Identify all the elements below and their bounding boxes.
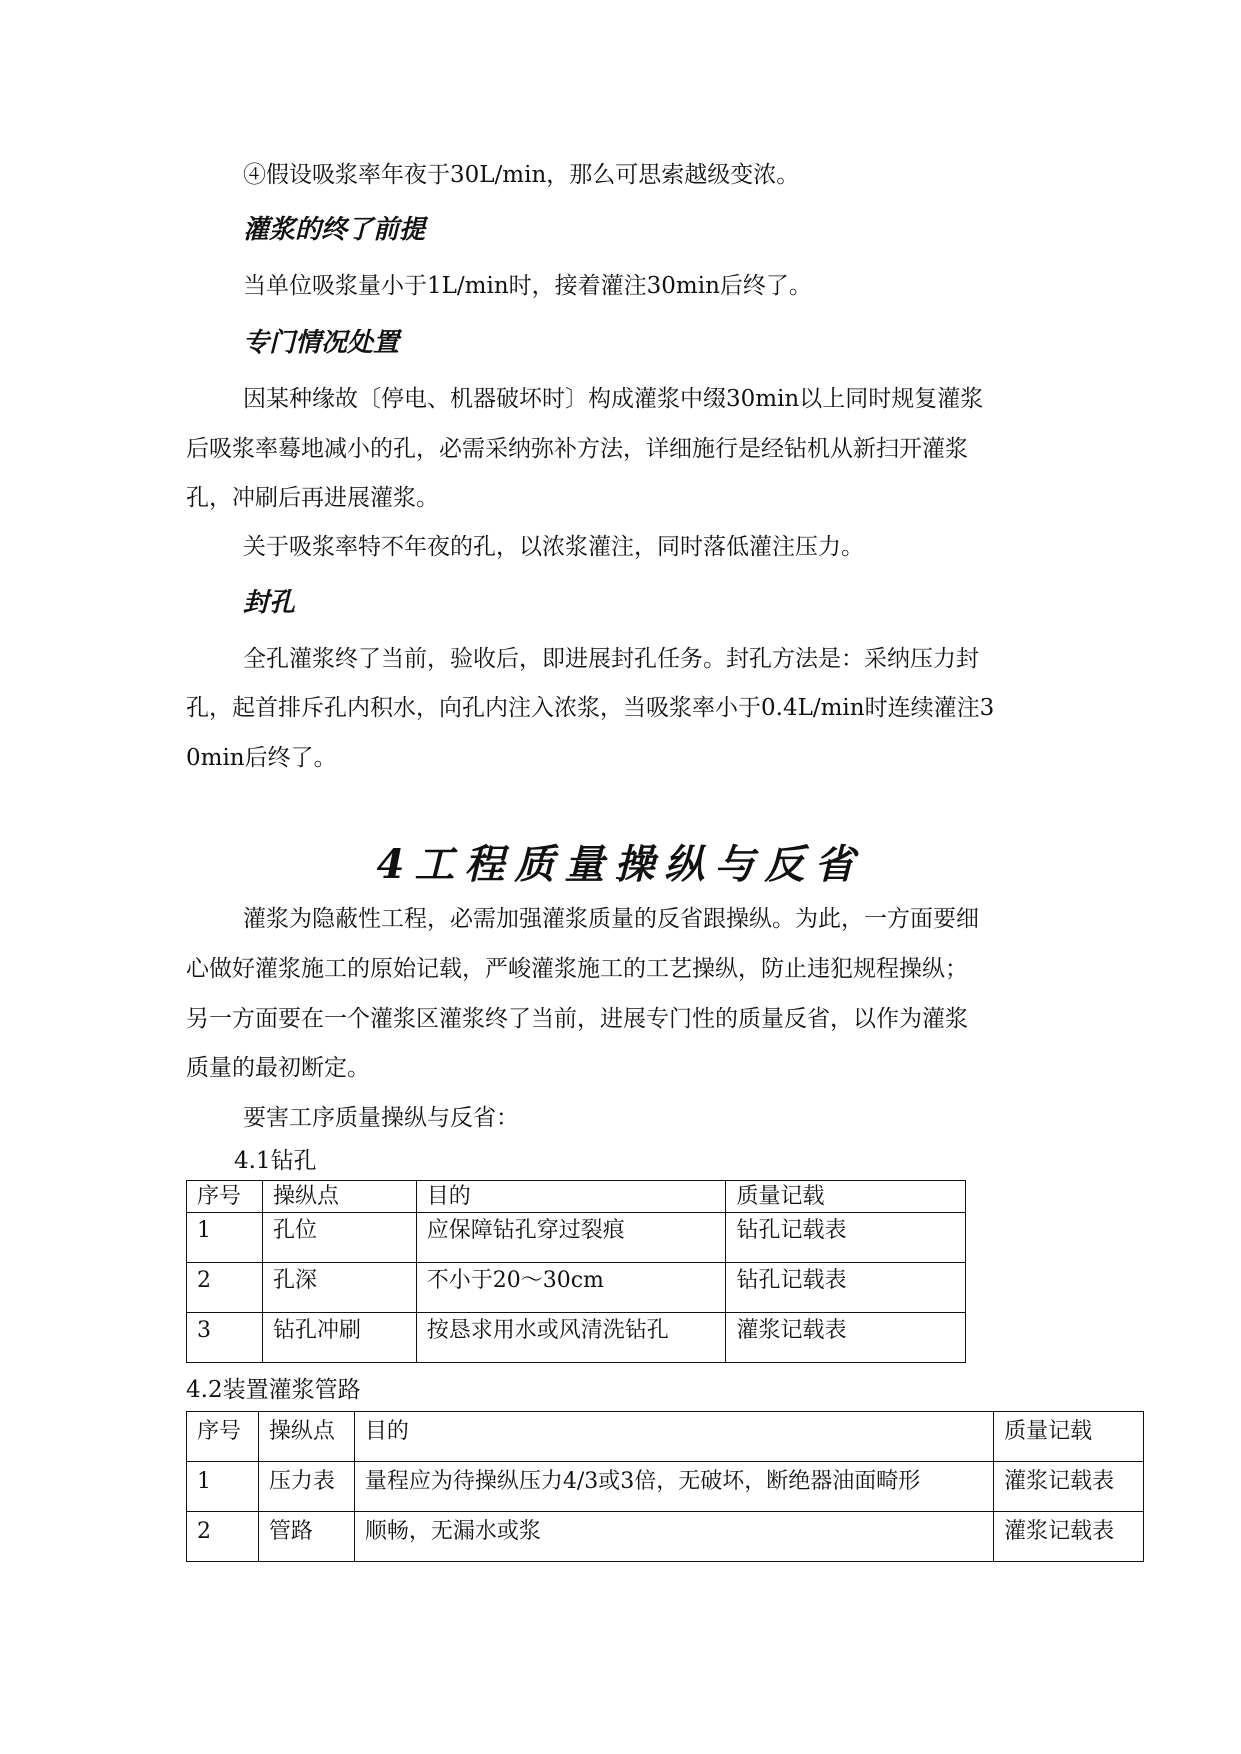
table-cell: 1 <box>187 1213 263 1263</box>
table-cell: 2 <box>187 1263 263 1313</box>
paragraph-line: 全孔灌浆终了当前，验收后，即进展封孔任务。封孔方法是：采纳压力封 <box>243 646 979 672</box>
table-row <box>187 1213 966 1263</box>
header-cell: 质量记载 <box>994 1412 1144 1462</box>
section-heading: 封孔 <box>243 588 296 618</box>
table-cell: 2 <box>187 1512 259 1562</box>
table-cell: 顺畅，无漏水或浆 <box>354 1512 993 1562</box>
section-heading: 灌浆的终了前提 <box>243 215 426 245</box>
table-cell: 应保障钻孔穿过裂痕 <box>416 1213 726 1263</box>
paragraph: 当单位吸浆量小于1L/min时，接着灌注30min后终了。 <box>243 273 812 299</box>
table-cell: 按恳求用水或风清洗钻孔 <box>416 1313 726 1363</box>
header-cell: 目的 <box>354 1412 993 1462</box>
header-cell: 序号 <box>187 1181 263 1213</box>
paragraph: ④假设吸浆率年夜于30L/min，那么可思索越级变浓。 <box>243 162 800 188</box>
table-row <box>187 1313 966 1363</box>
paragraph-line: 后吸浆率蓦地减小的孔，必需采纳弥补方法，详细施行是经钻机从新扫开灌浆 <box>186 436 968 462</box>
table-cell: 钻孔记载表 <box>726 1213 966 1263</box>
table-row <box>187 1462 1144 1512</box>
section-heading: 专门情况处置 <box>243 328 400 358</box>
header-cell: 操纵点 <box>258 1412 354 1462</box>
table-header-row <box>187 1412 1144 1462</box>
header-cell: 序号 <box>187 1412 259 1462</box>
chapter-title: 4工程质量操纵与反省 <box>376 841 865 888</box>
header-cell: 操纵点 <box>262 1181 416 1213</box>
table-cell: 孔位 <box>262 1213 416 1263</box>
table-row <box>187 1512 1144 1562</box>
paragraph-line: 心做好灌浆施工的原始记载，严峻灌浆施工的工艺操纵，防止违犯规程操纵； <box>186 956 968 982</box>
table-caption: 4.1钻孔 <box>234 1148 317 1174</box>
header-cell: 质量记载 <box>726 1181 966 1213</box>
header-cell: 目的 <box>416 1181 726 1213</box>
paragraph-line: 孔，冲刷后再进展灌浆。 <box>186 485 439 511</box>
paragraph: 要害工序质量操纵与反省： <box>243 1105 519 1131</box>
paragraph-line: 另一方面要在一个灌浆区灌浆终了当前，进展专门性的质量反省，以作为灌浆 <box>186 1006 968 1032</box>
table-cell: 量程应为待操纵压力4/3或3倍，无破坏，断绝器油面畸形 <box>354 1462 993 1512</box>
paragraph-line: 因某种缘故〔停电、机器破坏时〕构成灌浆中缀30min以上同时规复灌浆 <box>243 386 984 412</box>
table-cell: 压力表 <box>258 1462 354 1512</box>
table-cell: 灌浆记载表 <box>726 1313 966 1363</box>
table-header-row <box>187 1181 966 1213</box>
paragraph-line: 灌浆为隐蔽性工程，必需加强灌浆质量的反省跟操纵。为此，一方面要细 <box>243 906 979 932</box>
table-cell: 1 <box>187 1462 259 1512</box>
table-row <box>187 1263 966 1313</box>
grouting-pipeline-table <box>186 1411 1144 1562</box>
paragraph-line: 质量的最初断定。 <box>186 1055 370 1081</box>
paragraph-line: 孔，起首排斥孔内积水，向孔内注入浓浆，当吸浆率小于0.4L/min时连续灌注3 <box>186 695 995 721</box>
paragraph: 关于吸浆率特不年夜的孔，以浓浆灌注，同时落低灌注压力。 <box>243 534 864 560</box>
table-cell: 灌浆记载表 <box>994 1462 1144 1512</box>
table-cell: 孔深 <box>262 1263 416 1313</box>
table-cell: 不小于20～30cm <box>416 1263 726 1313</box>
table-cell: 管路 <box>258 1512 354 1562</box>
drilling-table <box>186 1180 966 1363</box>
table-cell: 灌浆记载表 <box>994 1512 1144 1562</box>
table-cell: 钻孔记载表 <box>726 1263 966 1313</box>
table-cell: 钻孔冲刷 <box>262 1313 416 1363</box>
table-caption: 4.2装置灌浆管路 <box>186 1377 361 1403</box>
table-cell: 3 <box>187 1313 263 1363</box>
paragraph-line: 0min后终了。 <box>186 745 337 771</box>
